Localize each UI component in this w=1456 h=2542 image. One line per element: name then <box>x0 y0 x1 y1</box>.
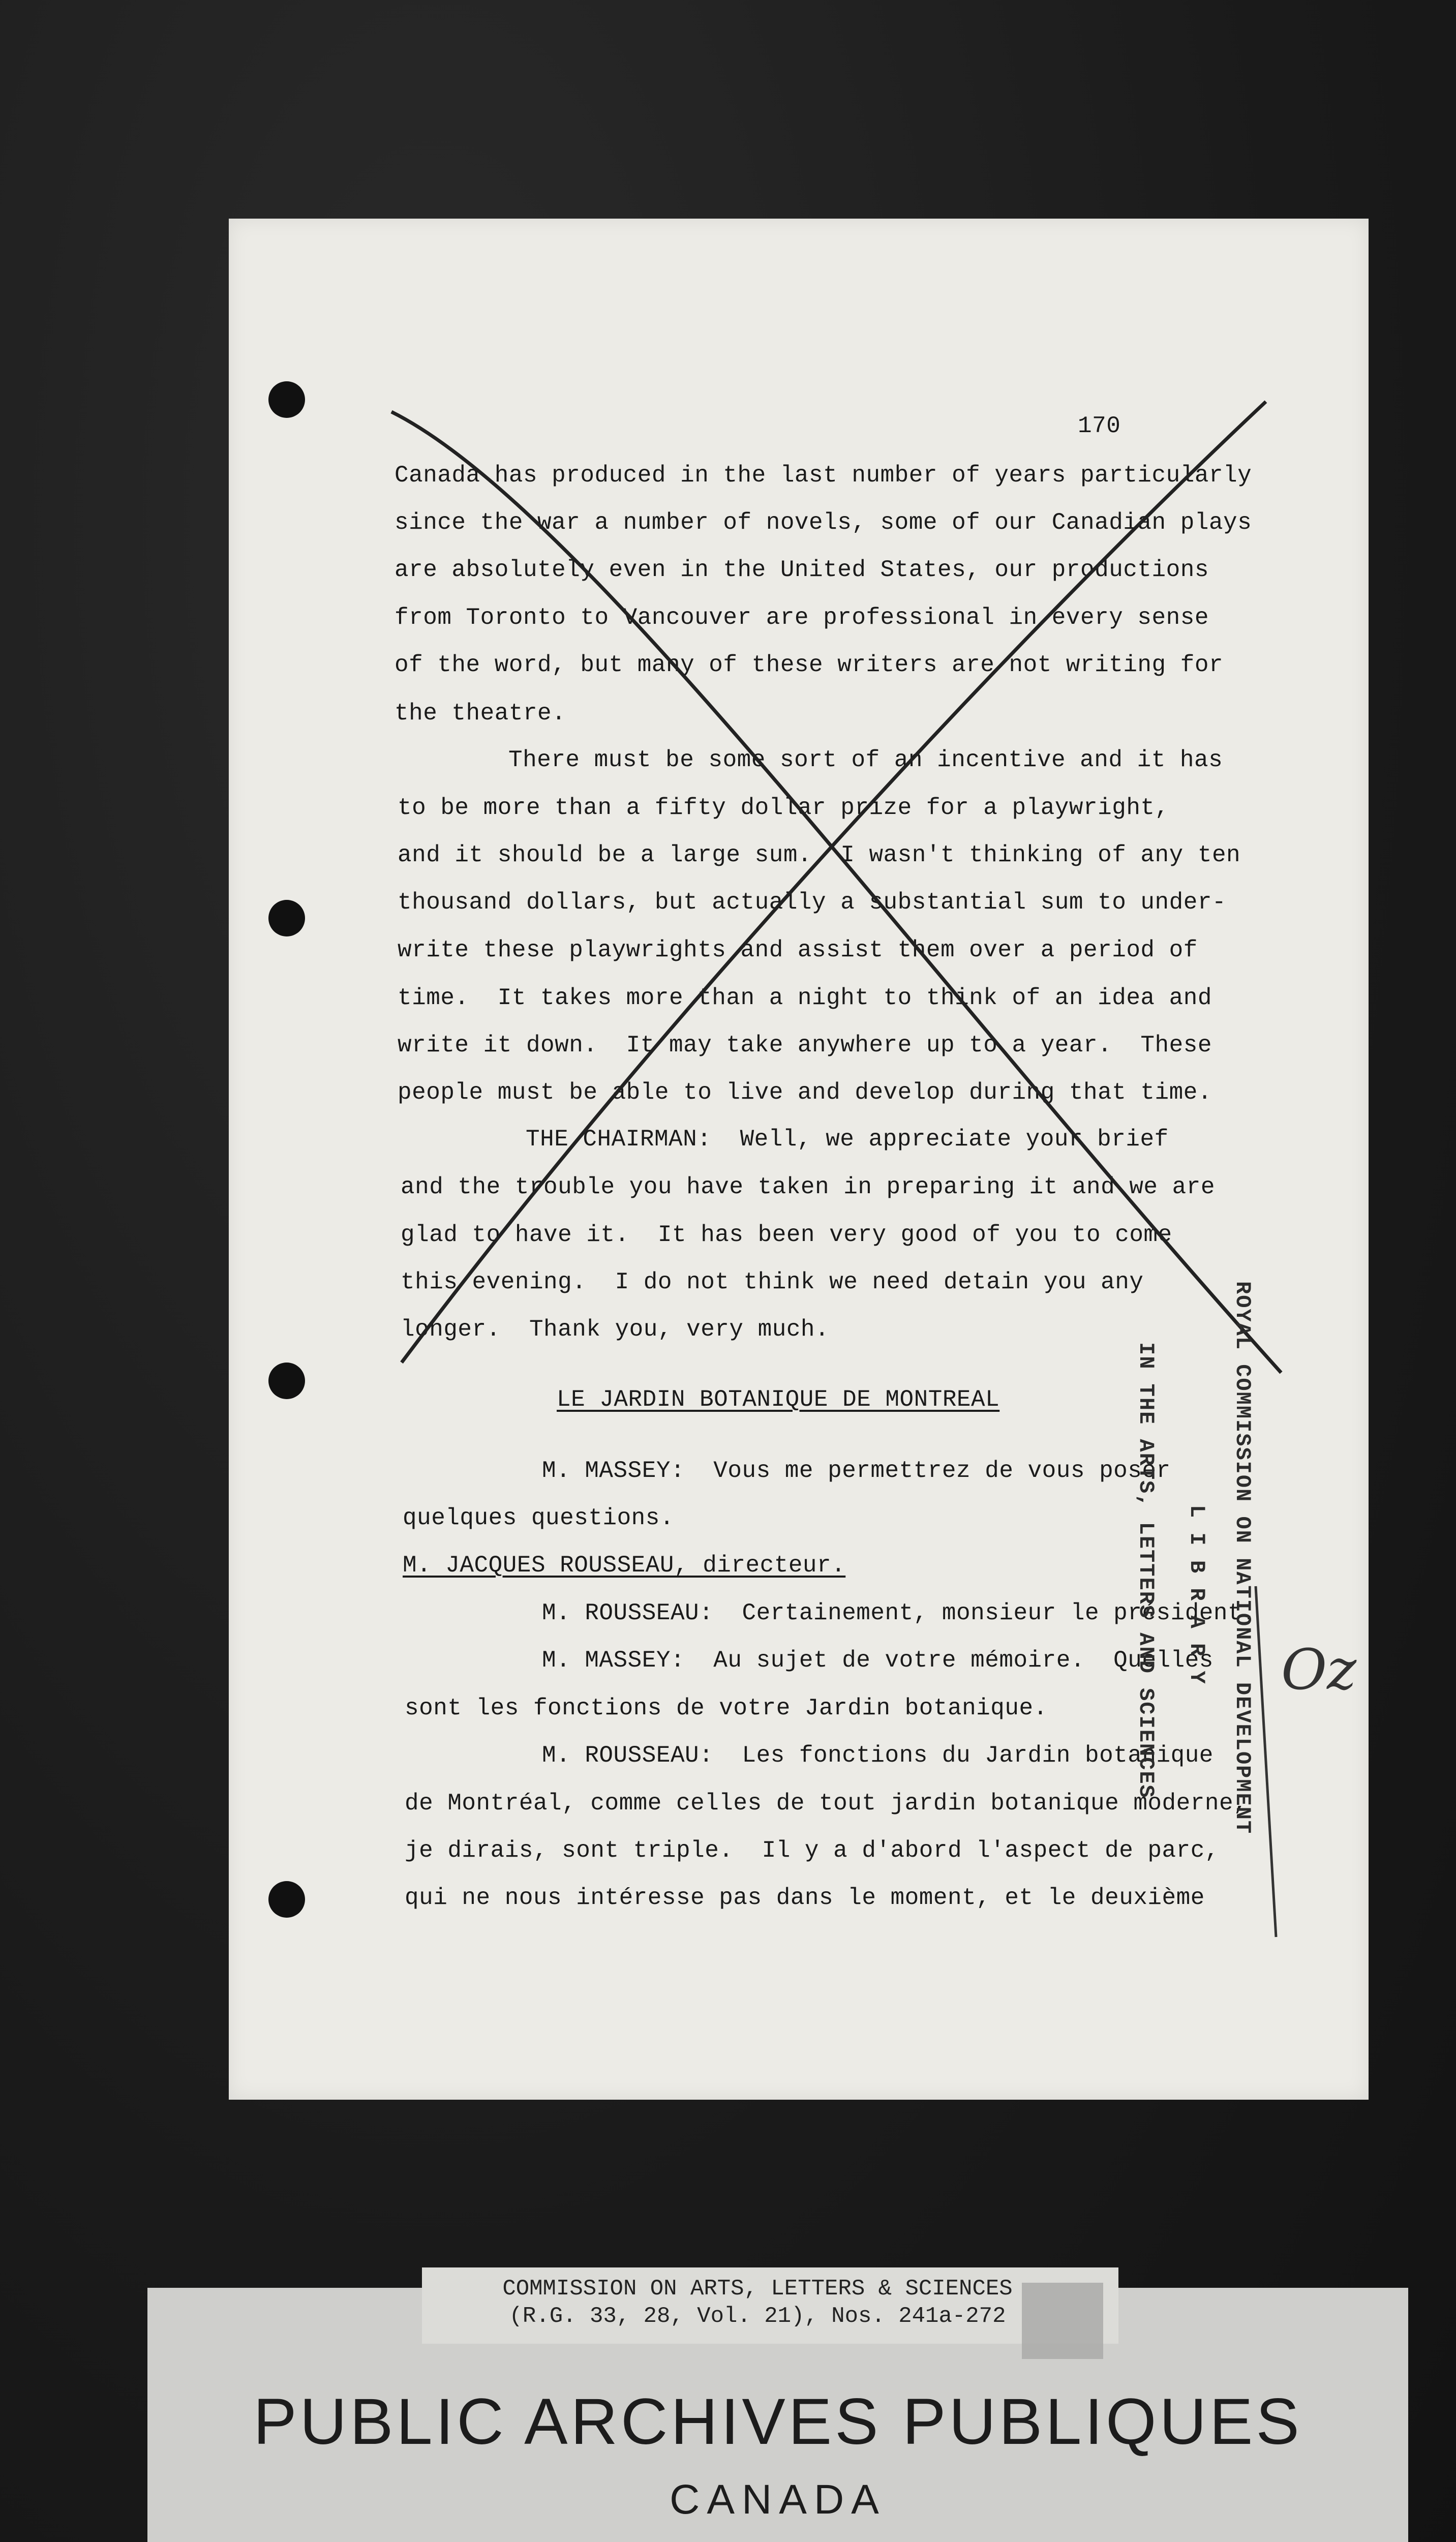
archive-label-line-2: (R.G. 33, 28, Vol. 21), Nos. 241a-272 <box>509 2304 1006 2329</box>
text-line: thousand dollars, but actually a substantial sum to under- <box>398 889 1227 916</box>
text-line: de Montréal, comme celles de tout jardin botanique moderne, <box>405 1790 1248 1817</box>
archive-title: PUBLIC ARCHIVES PUBLIQUES <box>253 2385 1302 2458</box>
text-line: to be more than a fifty dollar prize for a playwright, <box>398 795 1169 821</box>
tape-piece <box>1022 2283 1103 2359</box>
text-line: je dirais, sont triple. Il y a d'abord l'aspect de parc, <box>405 1837 1219 1864</box>
text-line: people must be able to live and develop during that time. <box>398 1079 1212 1106</box>
text-line: M. MASSEY: Vous me permettrez de vous poser <box>542 1458 1171 1484</box>
archive-label-line-1: COMMISSION ON ARTS, LETTERS & SCIENCES <box>502 2276 1013 2302</box>
speaker-heading: M. JACQUES ROUSSEAU, directeur. <box>403 1552 846 1579</box>
library-stamp-line-1: ROYAL COMMISSION ON NATIONAL DEVELOPMENT <box>1230 1281 1255 1835</box>
text-line: sont les fonctions de votre Jardin botanique. <box>405 1695 1048 1721</box>
text-line: qui ne nous intéresse pas dans le moment, et le deuxième <box>405 1885 1205 1911</box>
text-line: time. It takes more than a night to think of an idea and <box>398 985 1212 1011</box>
text-line: since the war a number of novels, some of our Canadian plays <box>395 509 1252 536</box>
text-line: the theatre. <box>395 700 566 727</box>
text-line: THE CHAIRMAN: Well, we appreciate your brief <box>526 1126 1169 1153</box>
text-line: quelques questions. <box>403 1505 674 1531</box>
text-line: There must be some sort of an incentive and it has <box>508 747 1223 773</box>
text-line: this evening. I do not think we need detain you any <box>401 1269 1144 1295</box>
archive-country: CANADA <box>670 2476 886 2523</box>
stamp-bracket-line <box>1256 1586 1276 1937</box>
text-line: are absolutely even in the United States, our productions <box>395 557 1209 583</box>
text-line: of the word, but many of these writers are not writing for <box>395 652 1224 678</box>
library-stamp-line-3: IN THE ARTS, LETTERS AND SCIENCES <box>1134 1342 1158 1799</box>
text-line: M. MASSEY: Au sujet de votre mémoire. Quelles <box>542 1647 1214 1674</box>
cross-out-stroke-2 <box>402 402 1266 1363</box>
text-line: from Toronto to Vancouver are professional in every sense <box>395 604 1209 631</box>
text-line: longer. Thank you, very much. <box>401 1316 830 1343</box>
text-line: write it down. It may take anywhere up to a year. These <box>398 1032 1212 1058</box>
cross-out-stroke-1 <box>391 412 1281 1373</box>
archive-label <box>478 2275 1037 2330</box>
text-line: and the trouble you have taken in preparing it and we are <box>401 1174 1215 1200</box>
handwritten-initials: Oz <box>1281 1637 1357 1702</box>
section-heading: LE JARDIN BOTANIQUE DE MONTREAL <box>557 1386 1000 1413</box>
text-line: and it should be a large sum. I wasn't thinking of any ten <box>398 842 1241 868</box>
text-line: glad to have it. It has been very good of you to come <box>401 1222 1172 1248</box>
page-number: 170 <box>1078 413 1121 439</box>
text-line: Canada has produced in the last number of years particularly <box>395 462 1252 489</box>
text-line: write these playwrights and assist them over a period of <box>398 937 1198 963</box>
text-line: M. ROUSSEAU: Les fonctions du Jardin botanique <box>542 1742 1214 1769</box>
text-line: M. ROUSSEAU: Certainement, monsieur le président. <box>542 1600 1257 1626</box>
library-stamp-line-2: L I B R A R Y <box>1185 1505 1209 1685</box>
